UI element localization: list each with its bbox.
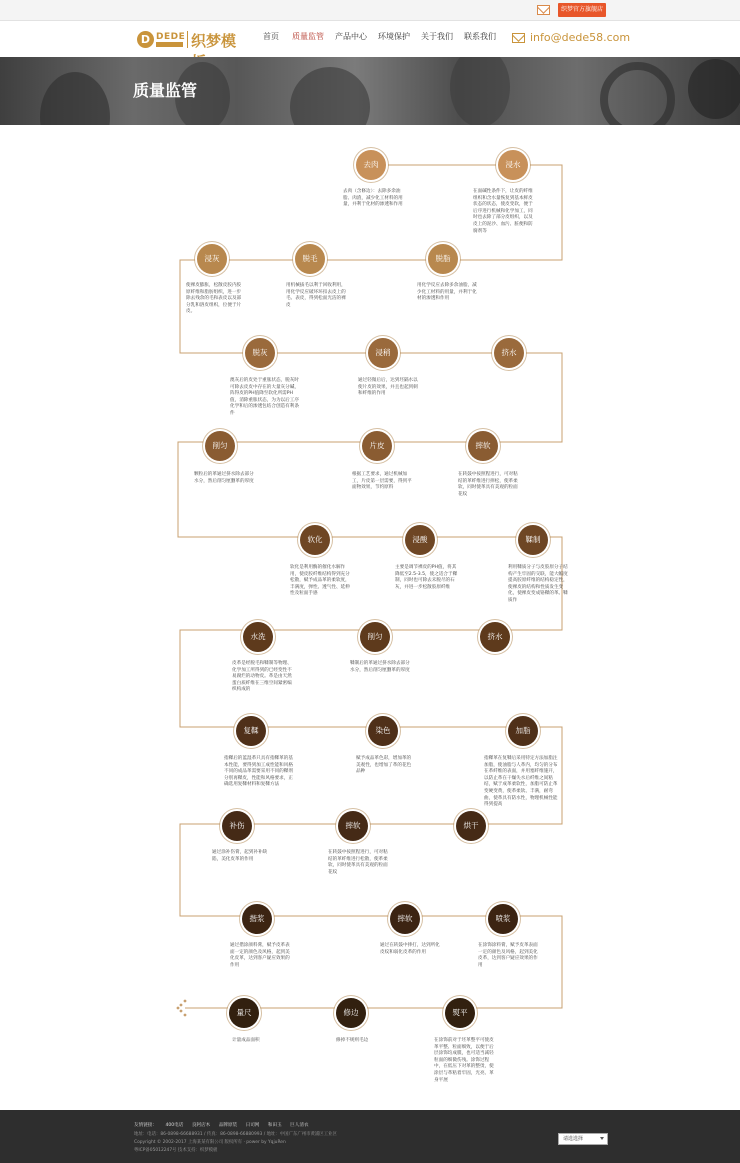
logo-text-dede: DEDE [156,32,186,42]
footer-link[interactable]: 400电话 [165,1123,184,1128]
flow-connector-lines [0,125,740,1110]
step-desc: 通过涂补伤膏，起到补补缺陷，美化皮革的作用 [212,850,268,862]
banner-image [0,57,740,125]
banner-figure-shape [688,59,740,119]
step-washing: 水洗 [243,622,273,652]
step-desc: 指鞣后的蓝湿革只具有指鞣革的基本性能，要得到加工成性能和风格不同的成品革需要采用不同的鞣剂分别再鞣皮，性能和风格要求，正确选用复鞣材料和复鞣方法 [224,756,293,788]
step-desc: 使裸皮膨胀，松散皮胶内胶原纤维和脂肪组织，进一步除去残余的毛和表皮以及部分乳和溶皮组织，位便于片皮。 [186,283,242,315]
step-desc: 在涂饰涂料膏，赋予皮革表面一定的颜色及风格，起到美化皮革，达到客户疑应效果的作用 [478,943,538,968]
step-soaking: 浸水 [498,150,528,180]
top-bar [0,0,740,21]
step-desc: 利用鞣质分子与皮胶原分子结构产生牢固的交联，能大幅度提高胶原纤维的结构稳定性，使裸皮的结构和性质发生变化，使裸皮变成铬鞣的革。鞣质作 [508,565,568,603]
mail-icon[interactable] [537,5,550,15]
step-spraying: 喷浆 [488,904,518,934]
step-milling: 摔软 [390,904,420,934]
banner-figure-shape [290,67,370,125]
step-splitting: 片皮 [362,431,392,461]
step-desc: 主要是调节裸皮的PH值，将其降低至2.5-3.5，使之适合于鞣制，同时也可除去未脱尽的石灰，并进一步松散胶原纤维 [395,565,458,590]
step-retanning: 复鞣 [236,716,266,746]
step-milling: 摔软 [468,431,498,461]
step-shaving: 削匀 [360,622,390,652]
step-desc: 鞣制后的革通过挤水除去部分水分，然后削匀厘删革的厚度 [350,661,410,673]
official-store-button[interactable]: 织梦官方旗舰店 [558,3,606,17]
logo-subline [156,42,183,47]
step-degreasing: 脱脂 [428,244,458,274]
footer-copyright: Copyright © 2002-2017 上海某某有限公司 版权所有 · power by YqjuRen [134,1140,286,1145]
step-padding: 揩浆 [242,904,272,934]
step-desc: 用机械拔毛以利于回收利用，用化学反应破坏环扣去皮上的毛、表皮，得到松面光洁的裸皮 [286,283,346,308]
step-liming: 浸灰 [197,244,227,274]
step-desc: 指鞣革在复鞣后采用特定方法加脂注加脂，使油脂与人革内，均匀的分布在革纤维的表面，并用塞纤维施开，以防止革在干燥失水后纤维之间粘结，赋于成革柔软性，加脂可防止革变硬变黄，使革柔软、丰满，耐弯曲，使革具有防水性，物理机械性能得到提高 [484,756,558,808]
step-dyeing: 染色 [368,716,398,746]
step-deliming: 脱灰 [245,338,275,368]
footer-link[interactable]: 和田玉 [267,1123,282,1128]
step-flesh-removal: 去肉 [356,150,386,180]
step-desc: 澳灰后的皮处于重胀状态，脱灰时可除去皮皮中存在的大量灰分碱，阵得皮的PH值降至软化所需PH值，消除重胀状态，为为以后工序化学和后的渗透包结合创造有利条件 [230,378,299,416]
step-pickling-rinse: 浸稍 [368,338,398,368]
step-desc: 在转鼓中按照程进行，可对粘结的革纤维进行摔松，使革柔软，同时使革具有美观的粒面花纹 [458,472,518,497]
step-ironing: 熨平 [445,998,475,1028]
step-desc: 赋予成品革色彩，增加革的美观性，也增加了革的花色品种 [356,756,412,775]
footer-friend-links [134,1122,316,1128]
step-drying: 烘干 [456,811,486,841]
step-desc: 用化学反应去除多余油脂，减少化工材料的用量，并利于化材的渗透和作用 [417,283,477,302]
footer-select-dropdown[interactable]: 请选选择 [558,1133,608,1145]
step-desc: 皮革是经脱毛和鞣制等物理、化学加工所得到的已经变性不易腐烂的动物皮。革是由天然蛋白质纤维在三维空间紧密编织构成的 [232,661,292,693]
step-repair: 补伤 [222,811,252,841]
nav-item-environment[interactable]: 环境保护 [378,32,410,41]
nav-item-home[interactable]: 首页 [263,32,279,41]
contact-email[interactable]: info@dede58.com [530,31,631,44]
nav-item-products[interactable]: 产品中心 [335,32,367,41]
banner-figure-shape [40,72,110,125]
footer-link[interactable]: 日司网 [245,1123,260,1128]
footer-link[interactable]: 巨人清衣 [290,1123,309,1128]
step-dehairing: 脱毛 [295,244,325,274]
footer [0,1110,740,1163]
step-desc: 去肉（含修边）：去除多余油脂、肉渣，减少化工材料的用量，并利于化材的渗透和作用 [343,189,403,208]
banner-fan-shape [600,62,675,125]
nav-item-contact[interactable]: 联系我们 [464,32,496,41]
step-desc: 通过轻微后后，达到坯隔水以使片皮的效果，并且也起到刺和纤维的作用 [358,378,418,397]
step-squeezing: 挤水 [480,622,510,652]
step-desc: 通过揩涂颜料膏，赋予皮革表面一定的颜色及风格，起到美化皮革，达到客户疑应效果的作用 [230,943,290,968]
step-bating: 软化 [300,525,330,555]
banner-figure-shape [450,57,510,125]
step-desc: 在转鼓中按照程进行，可对粘结的革纤维进行松散，使革柔软，同时使革具有美观的粒面花纹 [328,850,388,875]
step-trimming: 修边 [336,998,366,1028]
logo-d-icon: D [137,31,154,48]
step-squeezing: 挤水 [494,338,524,368]
step-desc: 通过在转鼓中摔打，达到所化皮纹和弱化皮革的作用 [380,943,440,955]
step-desc: 颗粒后的革通过挤水除去部分水分，然后削匀厘删革的厚度 [194,472,254,484]
footer-link[interactable]: 品牌原装 [218,1123,238,1128]
footer-link[interactable]: 良阿店木 [191,1123,211,1128]
process-flow [0,125,740,1110]
step-pickling: 浸酸 [405,525,435,555]
step-milling: 摔软 [338,811,368,841]
logo[interactable] [137,31,243,51]
step-desc: 软化是利用酶的催化水解作用，使皮胶纤维结构得到充分松散，赋予成品革的柔软度，丰满度，弹性、透气性、延伸性及粒面手感 [290,565,350,597]
nav-item-about[interactable]: 关于我们 [421,32,453,41]
step-desc: 在面碱性条件下，让皮的纤维组织和含水量恢复到基本鲜皮状态的状态，使皮变软，便于后序进行机械和化学加工，同时也去除了部分皮组织，以及皮上的泥沙、血污、脏便和防腐剂等 [473,189,533,234]
mail-icon [512,33,525,43]
step-desc: 修掉不规则毛边 [336,1038,369,1043]
step-desc: 在涂饰前对于坯革整平可使皮革平整、粒面细致，以便于后层涂饰均成膜，也可适当减轻粒面的细微伤残。涂饰过程中，在低压下对革的整烫，使涂层与革粘着牢固，光亮、革身平展 [434,1038,494,1083]
footer-links-label: 友情链接： [134,1123,157,1128]
footer-icp: 粤ICP备05012247号 技术支持：织梦模板 [134,1148,218,1153]
step-desc: 计量成品面积 [232,1038,260,1043]
step-measuring: 量尺 [229,998,259,1028]
step-tanning: 鞣制 [518,525,548,555]
logo-separator [187,31,188,48]
page-title: 质量监管 [133,81,198,100]
step-desc: 根据工艺要求，通过机械加工，片皮第一层需要，得到平面物效果，节约原料 [352,472,412,491]
step-fatliquoring: 加脂 [508,716,538,746]
logo-text-chinese: 织梦模 [191,32,237,50]
step-shaving: 削匀 [205,431,235,461]
nav-item-quality[interactable]: 质量监管 [292,32,324,41]
footer-address: 地址：电话：86-0898-66688931 / 传真：86-0898-66880993 / 地址：中国广东广州市黄浦区工业区 [134,1132,337,1137]
